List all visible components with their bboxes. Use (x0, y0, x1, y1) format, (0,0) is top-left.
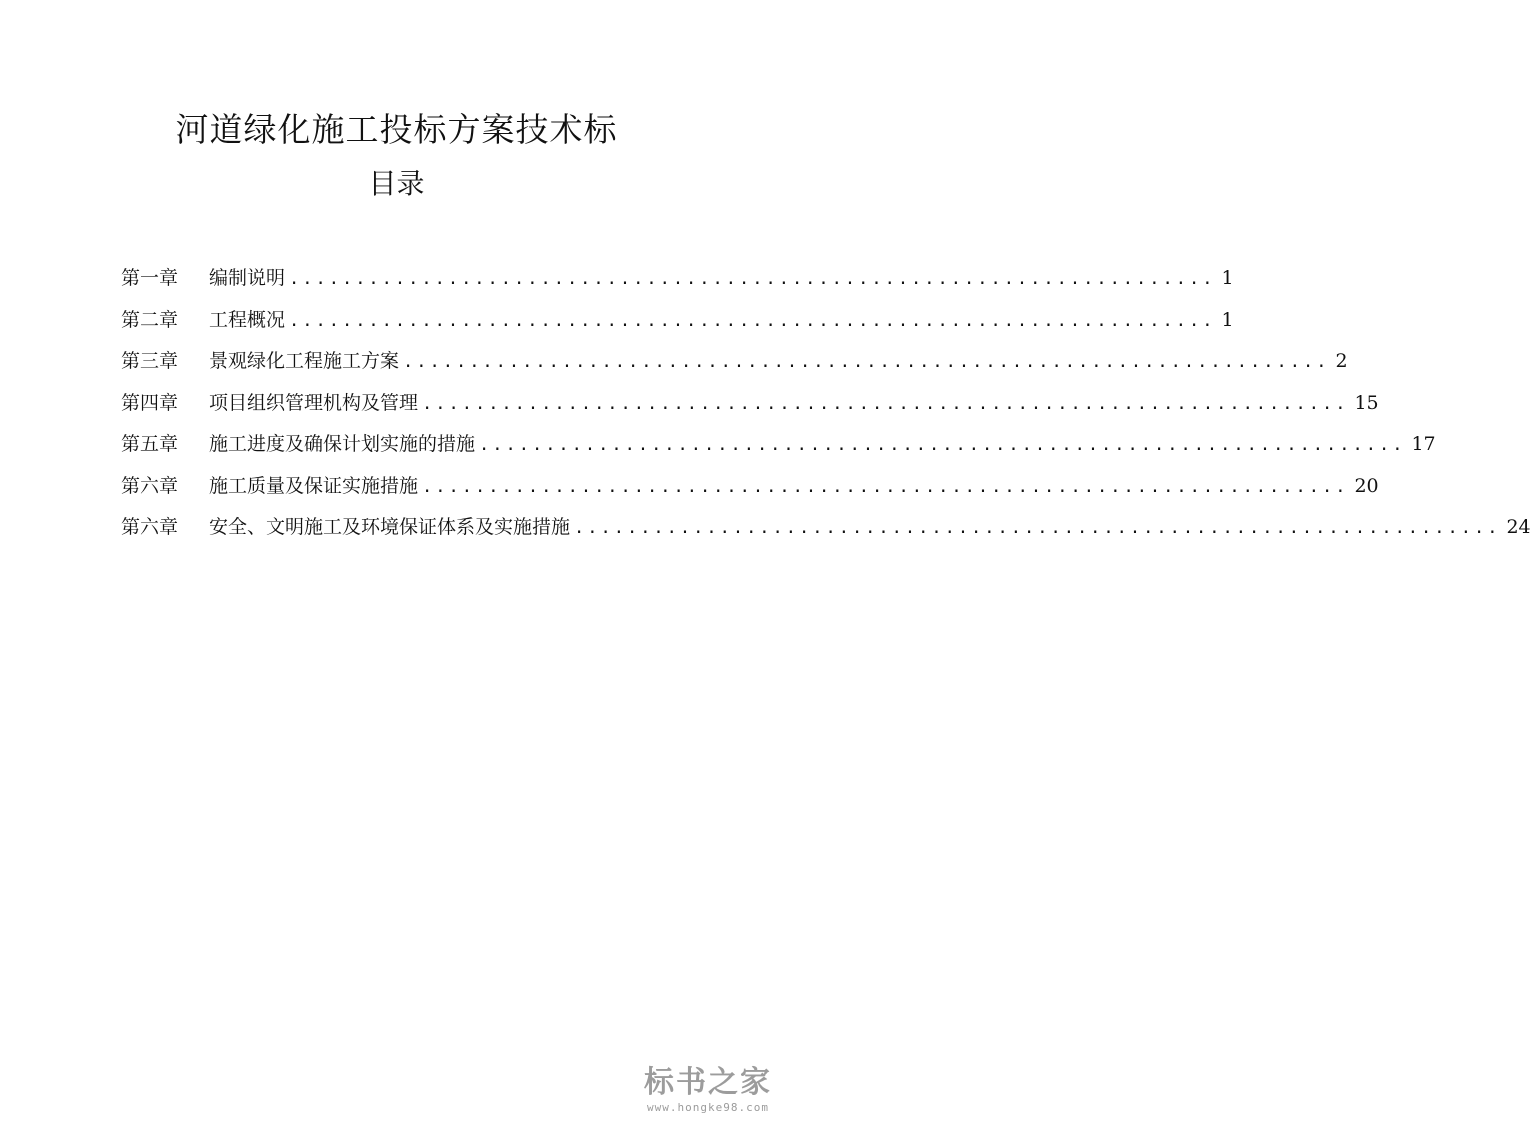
toc-heading: 目录 (368, 167, 425, 200)
toc-page-number: 2 (1335, 350, 1348, 372)
toc-chapter-number: 第六章 (121, 516, 179, 538)
toc-dot-leader: ...................................................................... (574, 518, 1501, 538)
table-of-contents (121, 263, 1531, 554)
toc-page-number: 1 (1221, 267, 1234, 289)
toc-chapter-number: 第二章 (121, 308, 179, 331)
toc-page-number: 24 (1506, 516, 1531, 538)
toc-entry-title: 景观绿化工程施工方案 (209, 350, 400, 372)
toc-chapter-number: 第三章 (121, 350, 179, 372)
toc-chapter-number: 第五章 (121, 433, 179, 455)
toc-entry-title: 工程概况 (209, 308, 286, 331)
toc-dot-leader: ...................................................................... (289, 310, 1216, 331)
toc-dot-leader: ...................................................................... (479, 435, 1406, 455)
toc-chapter-number: 第一章 (121, 267, 179, 289)
toc-dot-leader: ...................................................................... (422, 393, 1349, 414)
toc-entry[interactable] (121, 305, 1234, 347)
site-watermark (633, 1065, 783, 1114)
toc-entry-title: 安全、文明施工及环境保证体系及实施措施 (209, 516, 571, 538)
toc-entry[interactable] (121, 471, 1379, 513)
toc-entry-title: 编制说明 (209, 267, 286, 289)
toc-page-number: 17 (1411, 433, 1436, 455)
toc-chapter-number: 第六章 (121, 474, 179, 497)
watermark-logo: 标书之家 (644, 1065, 772, 1100)
toc-entry-title: 项目组织管理机构及管理 (209, 391, 419, 414)
toc-entry-title: 施工进度及确保计划实施的措施 (209, 433, 476, 455)
toc-entry[interactable] (121, 429, 1436, 471)
toc-entry[interactable] (121, 388, 1379, 430)
toc-page-number: 20 (1354, 474, 1379, 497)
toc-page-number: 1 (1221, 308, 1234, 331)
toc-entry-title: 施工质量及保证实施措施 (209, 474, 419, 497)
toc-dot-leader: ...................................................................... (289, 269, 1216, 289)
toc-entry[interactable] (121, 263, 1234, 305)
toc-entry[interactable] (121, 512, 1531, 554)
document-title: 河道绿化施工投标方案技术标 (175, 110, 618, 149)
toc-dot-leader: ...................................................................... (422, 476, 1349, 497)
toc-page-number: 15 (1354, 391, 1379, 414)
toc-entry[interactable] (121, 346, 1348, 388)
toc-dot-leader: ...................................................................... (403, 352, 1330, 372)
watermark-url: www.hongke98.com (647, 1101, 769, 1114)
toc-chapter-number: 第四章 (121, 391, 179, 414)
